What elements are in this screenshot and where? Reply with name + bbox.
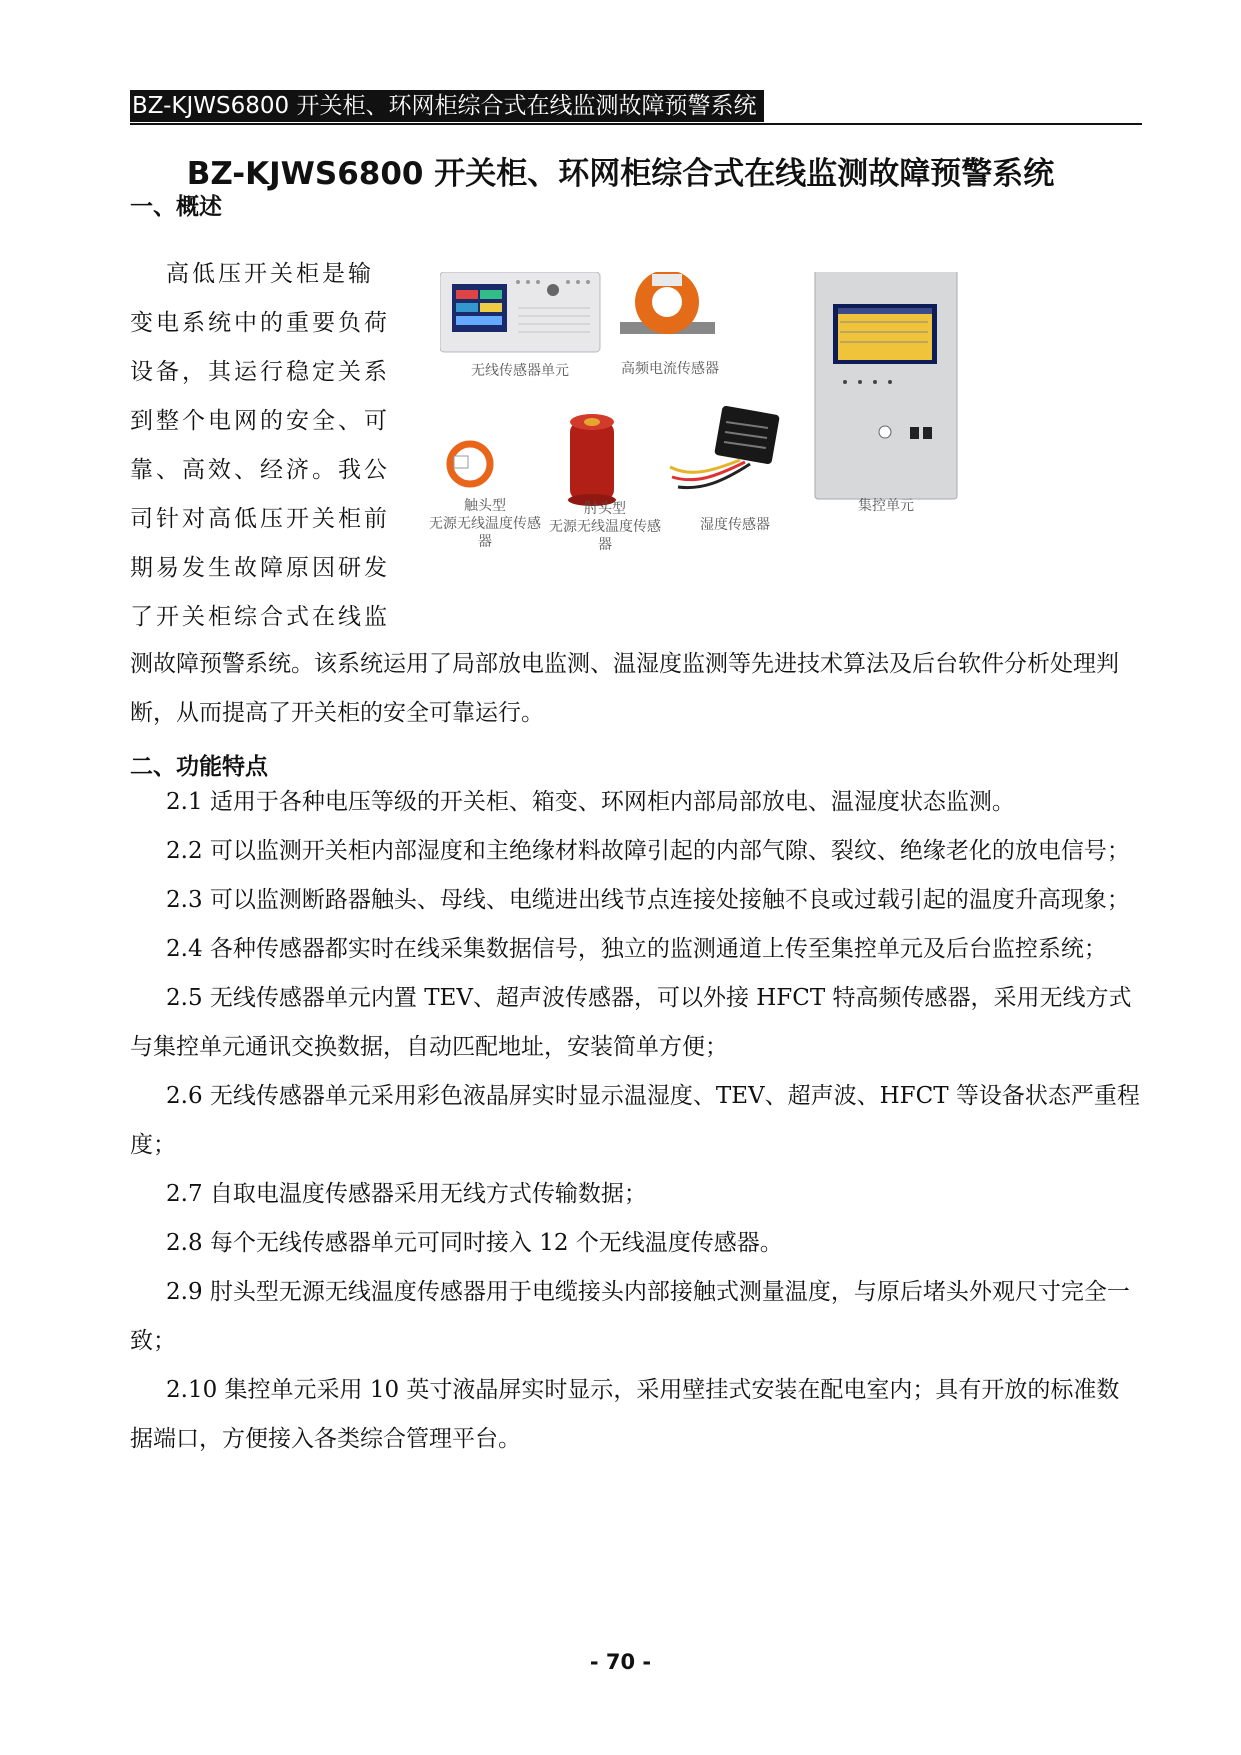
caption-contact-type: 触头型 (464, 498, 506, 514)
feature-item: 2.6 无线传感器单元采用彩色液晶屏实时显示温湿度、TEV、超声波、HFCT 等设备状态严重程度； (130, 1083, 1140, 1158)
product-figure (429, 272, 1100, 617)
caption-elbow-passive: 无源无线温度传感器 (549, 519, 661, 553)
page-number: - 70 - (589, 1650, 652, 1674)
feature-item: 2.4 各种传感器都实时在线采集数据信号，独立的监测通道上传至集控单元及后台监控系统； (166, 936, 1107, 962)
section-heading-features: 二、功能特点 (130, 754, 268, 780)
contact-type-sensor-image (450, 444, 490, 484)
caption-controller: 集控单元 (858, 498, 914, 514)
caption-humidity: 湿度传感器 (700, 517, 770, 533)
caption-contact-passive: 无源无线温度传感器 (429, 516, 541, 550)
elbow-type-sensor-image (568, 414, 616, 506)
section-heading-overview: 一、概述 (130, 194, 222, 220)
running-header: BZ-KJWS6800 开关柜、环网柜综合式在线监测故障预警系统 (130, 90, 764, 122)
feature-item: 2.3 可以监测断路器触头、母线、电缆进出线节点连接处接触不良或过载引起的温度升高现象； (166, 887, 1130, 913)
header-rule (130, 123, 1142, 125)
feature-item: 2.7 自取电温度传感器采用无线方式传输数据； (166, 1181, 647, 1207)
hfct-sensor-image (620, 272, 715, 334)
feature-item: 2.9 肘头型无源无线温度传感器用于电缆接头内部接触式测量温度，与原后堵头外观尺寸完全一致； (130, 1279, 1130, 1354)
intro-paragraph: 高低压开关柜是输变电系统中的重要负荷设备，其运行稳定关系到整个电网的安全、可靠、高效、经济。我公司针对高低压开关柜前期易发生故障原因研发了开关柜综合式在线监 (130, 261, 390, 630)
document-title: BZ-KJWS6800 开关柜、环网柜综合式在线监测故障预警系统 (186, 156, 1055, 192)
feature-list (130, 778, 1142, 1464)
intro-continuation: 测故障预警系统。该系统运用了局部放电监测、温湿度监测等先进技术算法及后台软件分析处理判断，从而提高了开关柜的安全可靠运行。 (130, 651, 1119, 726)
controller-unit-image (815, 272, 957, 499)
wireless-sensor-unit-image (440, 272, 600, 352)
feature-item: 2.8 每个无线传感器单元可同时接入 12 个无线温度传感器。 (166, 1230, 783, 1256)
caption-elbow-type: 肘头型 (584, 501, 626, 517)
caption-contact-sensor (425, 497, 545, 551)
feature-item: 2.5 无线传感器单元内置 TEV、超声波传感器，可以外接 HFCT 特高频传感器，采用无线方式与集控单元通讯交换数据，自动匹配地址，安装简单方便； (130, 985, 1132, 1060)
caption-hfct: 高频电流传感器 (621, 361, 719, 377)
caption-elbow-sensor (545, 500, 665, 554)
feature-item: 2.10 集控单元采用 10 英寸液晶屏实时显示，采用壁挂式安装在配电室内；具有开放的标准数据端口，方便接入各类综合管理平台。 (130, 1377, 1120, 1452)
feature-item: 2.2 可以监测开关柜内部湿度和主绝缘材料故障引起的内部气隙、裂纹、绝缘老化的放电信号； (166, 838, 1130, 864)
humidity-sensor-image (670, 405, 780, 487)
feature-item: 2.1 适用于各种电压等级的开关柜、箱变、环网柜内部局部放电、温湿度状态监测。 (166, 789, 1015, 815)
caption-wireless-unit: 无线传感器单元 (471, 363, 569, 379)
